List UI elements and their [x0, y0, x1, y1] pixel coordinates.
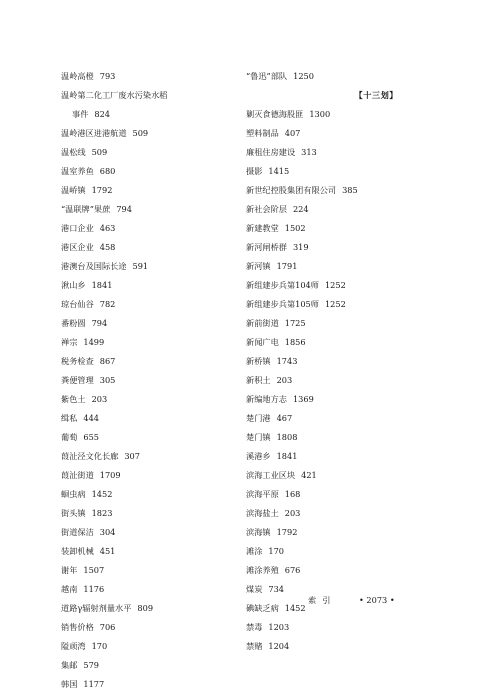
- index-term: 滩涂养殖: [246, 565, 279, 575]
- index-entry: [61, 105, 241, 124]
- index-entry: [61, 428, 241, 447]
- index-page-number: 1499: [83, 337, 105, 347]
- index-page-number: 1452: [91, 489, 113, 499]
- index-term: 粪便管理: [61, 375, 94, 385]
- index-section-heading: [246, 86, 436, 105]
- index-page-number: 655: [83, 432, 100, 442]
- index-page-number: 1176: [83, 584, 105, 594]
- index-page-number: 313: [301, 147, 317, 157]
- index-page-number: 1507: [83, 565, 105, 575]
- index-term: 滨海镇: [246, 527, 271, 537]
- index-column-right: [246, 67, 436, 656]
- index-page-number: 867: [99, 356, 116, 366]
- index-term: 道路γ辐射剂量水平: [61, 603, 132, 613]
- index-page-number: 1177: [83, 679, 105, 689]
- index-term: 楚门镇: [246, 432, 271, 442]
- index-entry: [246, 219, 436, 238]
- index-term: 滨海平原: [246, 489, 279, 499]
- index-entry: [61, 314, 241, 333]
- index-page-number: 1250: [293, 71, 314, 81]
- index-term: 葡萄: [61, 432, 78, 442]
- index-term: 温松线: [61, 147, 86, 157]
- index-page-number: 224: [292, 204, 309, 214]
- index-term: 隘顽湾: [61, 641, 86, 651]
- index-term: 温室养鱼: [61, 166, 94, 176]
- index-page-number: 1841: [91, 280, 113, 290]
- index-entry: [61, 618, 241, 637]
- index-page-number: 170: [91, 641, 108, 651]
- index-entry: [61, 333, 241, 352]
- index-page-number: 509: [132, 128, 149, 138]
- index-page-number: 1856: [284, 337, 306, 347]
- index-entry: [61, 238, 241, 257]
- index-entry: [246, 67, 436, 86]
- index-page-number: 203: [276, 375, 293, 385]
- index-term: 廉租住房建设: [246, 147, 296, 157]
- index-page-number: 824: [94, 109, 111, 119]
- index-term: 港澳台及国际长途: [61, 261, 127, 271]
- index-entry: [246, 390, 436, 409]
- index-page-number: 458: [99, 242, 116, 252]
- index-entry: [246, 466, 436, 485]
- index-page-number: 794: [91, 318, 108, 328]
- index-entry: [61, 86, 241, 105]
- index-term: 缉私: [61, 413, 78, 423]
- index-entry: [61, 352, 241, 371]
- index-entry: [61, 181, 241, 200]
- index-page-number: 421: [301, 470, 317, 480]
- index-entry: [61, 637, 241, 656]
- index-term: “鲁迅”部队: [246, 71, 288, 81]
- index-page-number: 793: [99, 71, 116, 81]
- index-term: 紫色土: [61, 394, 86, 404]
- index-entry: [61, 143, 241, 162]
- index-entry: [246, 143, 436, 162]
- index-entry: [246, 409, 436, 428]
- index-page-number: 467: [276, 413, 293, 423]
- index-page-number: 591: [132, 261, 149, 271]
- index-page-number: 463: [99, 223, 116, 233]
- index-term: 番粉圆: [61, 318, 86, 328]
- index-term: 葭沚街道: [61, 470, 94, 480]
- index-term: 新组建步兵第104师: [246, 280, 319, 290]
- index-entry: [246, 618, 436, 637]
- index-term: 煤炭: [246, 584, 263, 594]
- index-term: 溪港乡: [246, 451, 271, 461]
- index-entry: [61, 200, 241, 219]
- index-term: 滨海盐土: [246, 508, 279, 518]
- index-page-number: 579: [83, 660, 100, 670]
- index-page-number: 680: [99, 166, 116, 176]
- index-page-number: 734: [268, 584, 285, 594]
- index-page-number: 170: [268, 546, 285, 556]
- index-page-number: 1841: [276, 451, 298, 461]
- index-term: 禅宗: [61, 337, 78, 347]
- index-term: 温峤镇: [61, 185, 86, 195]
- index-page-number: 444: [83, 413, 100, 423]
- index-page-number: 1743: [276, 356, 298, 366]
- index-entry: [61, 656, 241, 675]
- index-entry: [61, 580, 241, 599]
- index-entry: [246, 257, 436, 276]
- index-entry: [246, 447, 436, 466]
- index-term: 滩涂: [246, 546, 263, 556]
- index-term: 新社会阶层: [246, 204, 287, 214]
- index-page-number: 1204: [268, 641, 290, 651]
- index-term: 新建教堂: [246, 223, 279, 233]
- index-entry: [246, 485, 436, 504]
- index-term: “温联牌”果蔗: [61, 204, 111, 214]
- index-entry: [246, 162, 436, 181]
- index-page-number: 385: [342, 185, 358, 195]
- index-entry: [61, 390, 241, 409]
- index-page-number: 203: [91, 394, 108, 404]
- index-page-number: 319: [292, 242, 309, 252]
- index-entry: [61, 295, 241, 314]
- index-term: 新闻广电: [246, 337, 279, 347]
- index-term: 港口企业: [61, 223, 94, 233]
- index-term: 事件: [72, 109, 89, 119]
- index-entry: [61, 276, 241, 295]
- index-page-number: 451: [99, 546, 116, 556]
- index-term: 谢年: [61, 565, 78, 575]
- index-page-number: 1252: [324, 280, 346, 290]
- index-term: 碘缺乏病: [246, 603, 279, 613]
- index-entry: [61, 219, 241, 238]
- index-page-number: 1709: [99, 470, 121, 480]
- index-entry: [61, 485, 241, 504]
- index-page-number: 1725: [284, 318, 306, 328]
- index-entry: [246, 371, 436, 390]
- index-page-number: 1791: [276, 261, 298, 271]
- index-entry: [61, 409, 241, 428]
- index-term: 剿灭食德海股匪: [246, 109, 304, 119]
- index-entry: [246, 333, 436, 352]
- index-page-number: 307: [124, 451, 140, 461]
- index-term: 新河闸桥群: [246, 242, 287, 252]
- index-entry: [246, 428, 436, 447]
- index-term: 税务检查: [61, 356, 94, 366]
- index-entry: [246, 295, 436, 314]
- index-term: 集邮: [61, 660, 78, 670]
- index-term: 蛔虫病: [61, 489, 86, 499]
- index-page-number: 509: [91, 147, 108, 157]
- index-term: 葭沚泾文化长廊: [61, 451, 119, 461]
- index-entry: [61, 124, 241, 143]
- index-term: 温岭港区进港航道: [61, 128, 127, 138]
- index-page-number: 305: [99, 375, 116, 385]
- index-page-number: 1252: [324, 299, 346, 309]
- index-term: 温岭第二化工厂废水污染水稻: [61, 90, 168, 100]
- index-entry: [246, 238, 436, 257]
- index-entry: [61, 561, 241, 580]
- index-term: 新河镇: [246, 261, 271, 271]
- index-term: 新积土: [246, 375, 271, 385]
- index-page-number: 1369: [292, 394, 314, 404]
- index-entry: [246, 542, 436, 561]
- index-entry: [246, 124, 436, 143]
- index-entry: [246, 181, 436, 200]
- index-term: 禁赌: [246, 641, 263, 651]
- index-entry: [246, 200, 436, 219]
- index-term: 新桥镇: [246, 356, 271, 366]
- index-entry: [246, 276, 436, 295]
- index-entry: [246, 561, 436, 580]
- index-entry: [61, 162, 241, 181]
- index-page-number: 782: [99, 299, 116, 309]
- index-term: 街道保洁: [61, 527, 94, 537]
- index-entry: [61, 67, 241, 86]
- index-entry: [246, 523, 436, 542]
- index-entry: [61, 447, 241, 466]
- index-term: 越南: [61, 584, 78, 594]
- index-term: 销售价格: [61, 622, 94, 632]
- index-entry: [246, 637, 436, 656]
- index-entry: [246, 504, 436, 523]
- index-page-number: 304: [99, 527, 116, 537]
- index-page-number: 1415: [268, 166, 290, 176]
- index-page-number: 1823: [91, 508, 113, 518]
- index-page-number: 168: [284, 489, 301, 499]
- index-term: 摄影: [246, 166, 263, 176]
- index-term: 新世纪控股集团有限公司: [246, 185, 337, 195]
- index-page-number: 809: [137, 603, 154, 613]
- index-page-number: 1808: [276, 432, 298, 442]
- index-page-number: 203: [284, 508, 301, 518]
- index-term: 楚门港: [246, 413, 271, 423]
- index-term: 新组建步兵第105师: [246, 299, 319, 309]
- index-term: 新前街道: [246, 318, 279, 328]
- index-page-number: 1300: [309, 109, 331, 119]
- footer-section-title: 索引: [308, 595, 337, 605]
- index-term: 韩国: [61, 679, 78, 689]
- index-term: 装卸机械: [61, 546, 94, 556]
- index-term: 禁毒: [246, 622, 263, 632]
- index-entry: [61, 371, 241, 390]
- index-term: 新编地方志: [246, 394, 287, 404]
- index-entry: [61, 504, 241, 523]
- index-term: 塑料制品: [246, 128, 279, 138]
- index-column-left: [61, 67, 241, 694]
- index-term: 港区企业: [61, 242, 94, 252]
- index-entry: [246, 352, 436, 371]
- index-entry: [61, 542, 241, 561]
- index-term: 【十三划】: [354, 90, 398, 100]
- index-page-number: 1502: [284, 223, 306, 233]
- index-entry: [61, 523, 241, 542]
- page-footer: [308, 595, 395, 606]
- footer-page-number: • 2073 •: [359, 595, 395, 605]
- index-entry: [61, 466, 241, 485]
- index-term: 街头镇: [61, 508, 86, 518]
- index-page-number: 1792: [91, 185, 113, 195]
- index-page-number: 1792: [276, 527, 298, 537]
- index-page-number: 794: [116, 204, 132, 214]
- index-entry: [246, 105, 436, 124]
- index-entry: [61, 257, 241, 276]
- index-term: 温岭高橙: [61, 71, 94, 81]
- index-page-number: 676: [284, 565, 301, 575]
- index-page-number: 706: [99, 622, 116, 632]
- index-entry: [61, 599, 241, 618]
- index-page-number: 407: [284, 128, 301, 138]
- index-term: 琼台仙谷: [61, 299, 94, 309]
- index-term: 滨海工业区块: [246, 470, 296, 480]
- index-term: 湫山乡: [61, 280, 86, 290]
- index-page-number: 1203: [268, 622, 290, 632]
- index-entry: [246, 314, 436, 333]
- index-entry: [61, 675, 241, 694]
- index-page-number: 1452: [284, 603, 306, 613]
